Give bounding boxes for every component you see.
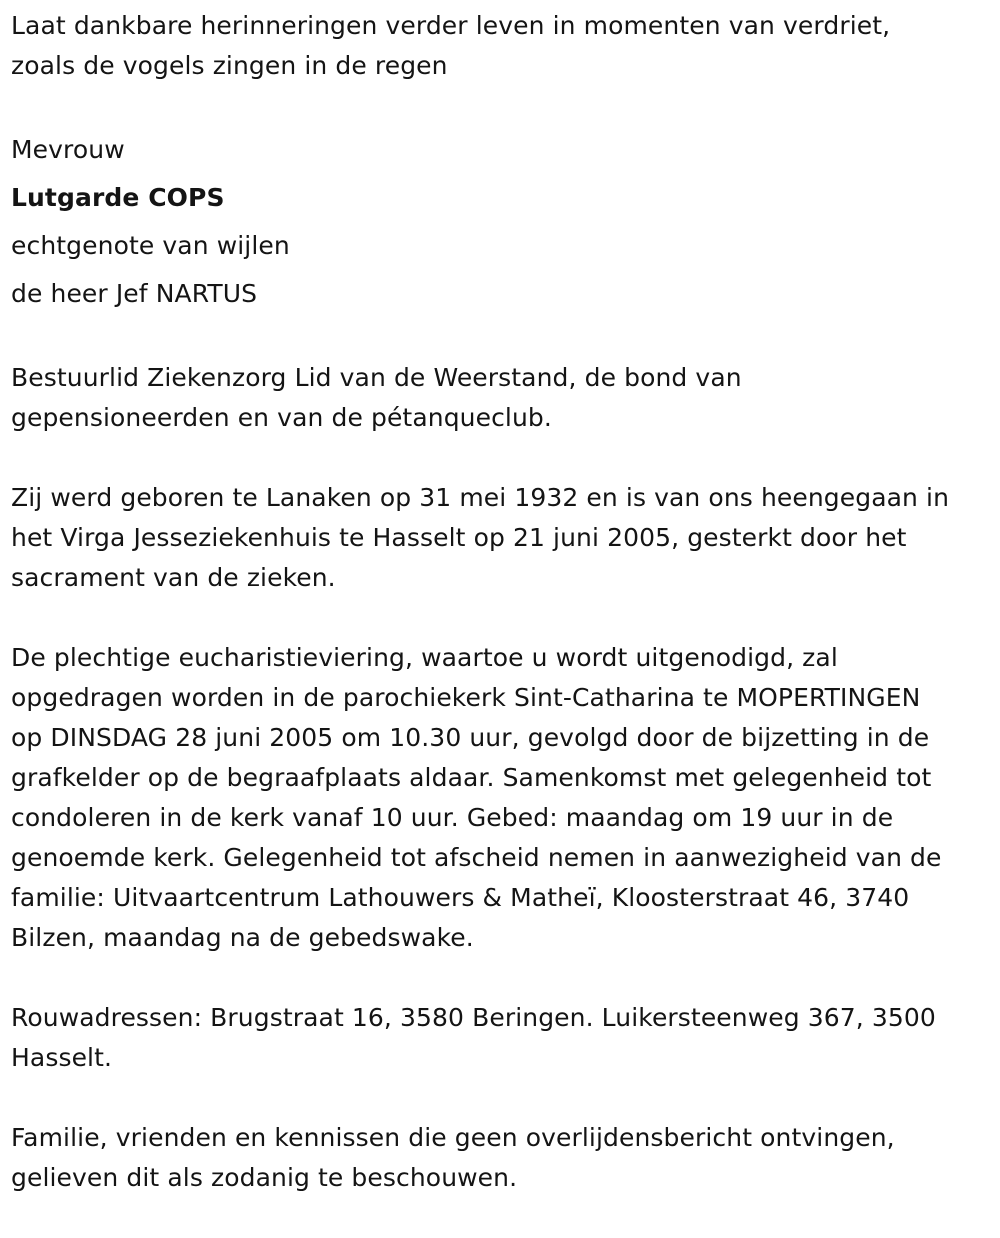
deceased-name: Lutgarde COPS [11, 183, 225, 212]
memberships-paragraph [11, 358, 991, 438]
deceased-title: Mevrouw [11, 135, 125, 164]
motto-line-1: Laat dankbare herinneringen verder leven in momenten van verdriet, [11, 11, 891, 40]
closing-line-1: Familie, vrienden en kennissen die geen overlijdensbericht ontvingen, [11, 1123, 895, 1152]
addresses-line-2: Hasselt. [11, 1043, 113, 1072]
ceremony-line-5: condoleren in de kerk vanaf 10 uur. Gebed: maandag om 19 uur in de [11, 803, 894, 832]
addresses-line-1: Rouwadressen: Brugstraat 16, 3580 Beringen. Luikersteenweg 367, 3500 [11, 1003, 936, 1032]
ceremony-line-3: op DINSDAG 28 juni 2005 om 10.30 uur, gevolgd door de bijzetting in de [11, 723, 930, 752]
ceremony-line-7: familie: Uitvaartcentrum Lathouwers & Matheï, Kloosterstraat 46, 3740 [11, 883, 910, 912]
closing-paragraph [11, 1118, 991, 1198]
motto-paragraph [11, 6, 991, 86]
ceremony-paragraph [11, 638, 991, 958]
birth-death-paragraph [11, 478, 991, 598]
memberships-line-2: gepensioneerden en van de pétanqueclub. [11, 403, 552, 432]
deceased-spouse: de heer Jef NARTUS [11, 279, 258, 308]
deceased-block [11, 126, 991, 318]
ceremony-line-6: genoemde kerk. Gelegenheid tot afscheid nemen in aanwezigheid van de [11, 843, 942, 872]
motto-line-2: zoals de vogels zingen in de regen [11, 51, 448, 80]
memberships-line-1: Bestuurlid Ziekenzorg Lid van de Weerstand, de bond van [11, 363, 742, 392]
birth-death-line-3: sacrament van de zieken. [11, 563, 336, 592]
birth-death-line-2: het Virga Jesseziekenhuis te Hasselt op 21 juni 2005, gesterkt door het [11, 523, 907, 552]
ceremony-line-4: grafkelder op de begraafplaats aldaar. Samenkomst met gelegenheid tot [11, 763, 932, 792]
addresses-paragraph [11, 998, 991, 1078]
ceremony-line-1: De plechtige eucharistieviering, waartoe u wordt uitgenodigd, zal [11, 643, 838, 672]
deceased-relation: echtgenote van wijlen [11, 231, 290, 260]
closing-line-2: gelieven dit als zodanig te beschouwen. [11, 1163, 518, 1192]
ceremony-line-2: opgedragen worden in de parochiekerk Sint-Catharina te MOPERTINGEN [11, 683, 921, 712]
birth-death-line-1: Zij werd geboren te Lanaken op 31 mei 1932 en is van ons heengegaan in [11, 483, 950, 512]
obituary-document [11, 6, 991, 1238]
ceremony-line-8: Bilzen, maandag na de gebedswake. [11, 923, 474, 952]
